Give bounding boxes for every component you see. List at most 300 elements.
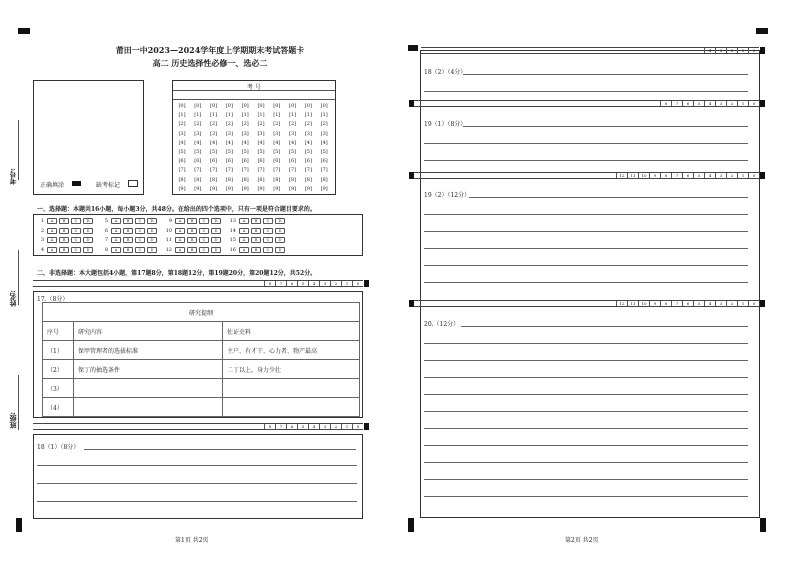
score-cell[interactable]: 4 <box>704 301 715 306</box>
digit-bubble[interactable]: [9] <box>273 185 281 192</box>
option-bubble[interactable]: D <box>211 218 221 224</box>
digit-bubble[interactable]: [0] <box>289 103 297 109</box>
digit-bubble[interactable]: [5] <box>178 148 186 155</box>
answer-line[interactable] <box>84 449 356 450</box>
digit-bubble[interactable]: [2] <box>320 121 328 128</box>
strip-end-mark <box>409 100 414 107</box>
score-cell[interactable]: 6 <box>682 301 693 306</box>
question-number: 9 <box>168 218 172 224</box>
col-header-num: 序号 <box>43 322 74 341</box>
option-bubble[interactable]: A <box>175 237 185 243</box>
score-cell[interactable]: 7 <box>671 173 682 178</box>
answer-line[interactable] <box>424 265 748 266</box>
digit-bubble[interactable]: [3] <box>225 130 233 137</box>
mc-question-row <box>36 228 95 234</box>
digit-bubble[interactable]: [6] <box>273 158 281 165</box>
digit-bubble[interactable]: [0] <box>273 103 281 109</box>
digit-bubble[interactable]: [9] <box>289 185 297 192</box>
digit-bubble[interactable]: [1] <box>225 112 233 119</box>
digit-bubble[interactable]: [6] <box>210 158 218 165</box>
q19-2-label: 19（2）（12分） <box>424 192 471 199</box>
answer-line[interactable] <box>37 483 357 484</box>
score-cell[interactable]: 6 <box>682 101 693 106</box>
digit-bubble[interactable]: [2] <box>257 121 265 128</box>
digit-bubble[interactable]: [9] <box>304 185 312 192</box>
answer-line[interactable] <box>424 411 748 412</box>
score-cell[interactable]: 11 <box>627 173 638 178</box>
score-cell[interactable]: 1 <box>341 424 352 429</box>
option-bubble[interactable]: B <box>59 237 69 243</box>
score-cell[interactable]: 4 <box>704 101 715 106</box>
score-cell[interactable]: 5 <box>297 424 308 429</box>
row-content[interactable] <box>74 398 223 417</box>
score-cell[interactable]: 5 <box>693 101 704 106</box>
digit-bubble[interactable]: [0] <box>257 103 265 109</box>
digit-bubble[interactable]: [6] <box>304 158 312 165</box>
answer-line[interactable] <box>424 231 748 232</box>
digit-bubble[interactable]: [5] <box>273 148 281 155</box>
digit-column <box>256 102 266 194</box>
digit-bubble[interactable]: [7] <box>304 167 312 174</box>
row-num: （2） <box>43 360 74 379</box>
q18-1-answer-box <box>33 434 363 519</box>
answer-line[interactable] <box>424 496 748 497</box>
digit-bubble[interactable]: [7] <box>225 167 233 174</box>
score-cell[interactable]: 3 <box>715 173 726 178</box>
option-bubble[interactable]: C <box>199 228 209 234</box>
option-bubble[interactable]: B <box>187 237 197 243</box>
score-cell[interactable]: 1 <box>737 48 748 53</box>
score-cell[interactable]: 0 <box>748 173 759 178</box>
digit-bubble[interactable]: [6] <box>194 158 202 165</box>
answer-line[interactable] <box>424 462 748 463</box>
digit-bubble[interactable]: [7] <box>178 167 186 174</box>
score-cell[interactable]: 12 <box>616 301 627 306</box>
option-bubble[interactable]: D <box>275 218 285 224</box>
page-footer-1: 第1页 共2页 <box>175 537 209 544</box>
option-bubble[interactable]: D <box>83 237 93 243</box>
answer-line[interactable] <box>424 143 748 144</box>
score-cell[interactable]: 2 <box>330 424 341 429</box>
absent-mark-box[interactable] <box>128 180 138 187</box>
option-bubble[interactable]: A <box>111 218 121 224</box>
answer-line[interactable] <box>37 465 357 466</box>
digit-bubble[interactable]: [2] <box>225 121 233 128</box>
score-cell[interactable]: 0 <box>352 281 363 286</box>
digit-bubble[interactable]: [3] <box>194 130 202 137</box>
question-number: 7 <box>104 237 108 243</box>
digit-bubble[interactable]: [4] <box>273 139 281 146</box>
answer-line[interactable] <box>424 160 748 161</box>
research-outline-table <box>42 302 360 417</box>
mc-question-row <box>36 247 95 253</box>
option-bubble[interactable]: D <box>275 247 285 253</box>
mc-question-row <box>36 237 95 243</box>
score-cell[interactable]: 8 <box>660 301 671 306</box>
score-cell[interactable]: 4 <box>704 48 715 53</box>
option-bubble[interactable]: C <box>135 218 145 224</box>
answer-line[interactable] <box>424 91 748 92</box>
option-bubble[interactable]: D <box>83 218 93 224</box>
option-bubble[interactable]: B <box>187 247 197 253</box>
answer-line[interactable] <box>424 428 748 429</box>
answer-line[interactable] <box>424 248 748 249</box>
digit-bubble[interactable]: [8] <box>289 176 297 183</box>
score-cell[interactable]: 3 <box>319 281 330 286</box>
digit-bubble[interactable]: [4] <box>257 139 265 146</box>
side-label-kaohao: 考号: <box>8 168 17 185</box>
answer-line[interactable] <box>424 445 748 446</box>
option-bubble[interactable]: A <box>111 228 121 234</box>
score-cell[interactable]: 6 <box>286 281 297 286</box>
option-bubble[interactable]: A <box>239 237 249 243</box>
exam-number-label: 考 号 <box>247 84 261 91</box>
digit-bubble[interactable]: [3] <box>257 130 265 137</box>
answer-line[interactable] <box>463 126 748 127</box>
score-cell[interactable]: 8 <box>660 173 671 178</box>
digit-bubble[interactable]: [7] <box>273 167 281 174</box>
option-bubble[interactable]: B <box>123 247 133 253</box>
registration-mark <box>408 45 418 51</box>
mc-question-row <box>164 218 223 224</box>
row-content[interactable]: 保丁的抽选条件 <box>74 360 223 379</box>
option-bubble[interactable]: C <box>71 218 81 224</box>
digit-bubble[interactable]: [4] <box>320 139 328 146</box>
score-cell[interactable]: 1 <box>737 301 748 306</box>
digit-bubble[interactable]: [3] <box>320 130 328 137</box>
option-bubble[interactable]: D <box>147 237 157 243</box>
answer-line[interactable] <box>424 214 748 215</box>
score-cell[interactable]: 1 <box>737 173 748 178</box>
score-cell[interactable]: 7 <box>671 301 682 306</box>
digit-bubble[interactable]: [3] <box>241 130 249 137</box>
mc-question-row <box>228 247 287 253</box>
digit-bubble[interactable]: [3] <box>178 130 186 137</box>
score-cell[interactable]: 2 <box>726 48 737 53</box>
mc-question-row <box>164 237 223 243</box>
option-bubble[interactable]: D <box>147 247 157 253</box>
question-number: 3 <box>40 237 44 243</box>
score-cell[interactable]: 11 <box>627 301 638 306</box>
score-cell[interactable]: 0 <box>352 424 363 429</box>
digit-bubble[interactable]: [9] <box>178 185 186 192</box>
row-evidence: 主户、有才干、心力者、物产最高 <box>223 341 360 360</box>
row-evidence: 二丁以上，身力少壮 <box>223 360 360 379</box>
score-cell[interactable]: 4 <box>308 281 319 286</box>
option-bubble[interactable]: A <box>111 237 121 243</box>
digit-bubble[interactable]: [2] <box>210 121 218 128</box>
option-bubble[interactable]: D <box>211 237 221 243</box>
score-cell[interactable]: 12 <box>616 173 627 178</box>
question-number: 11 <box>165 237 172 243</box>
digit-bubble[interactable]: [0] <box>304 103 312 109</box>
digit-bubble[interactable]: [5] <box>289 148 297 155</box>
row-num: （3） <box>43 379 74 398</box>
option-bubble[interactable]: B <box>251 237 261 243</box>
digit-bubble[interactable]: [4] <box>241 139 249 146</box>
option-bubble[interactable]: A <box>47 228 57 234</box>
mc-question-row <box>228 237 287 243</box>
score-cell[interactable]: 1 <box>341 281 352 286</box>
score-cell[interactable]: 5 <box>297 281 308 286</box>
option-bubble[interactable]: B <box>251 247 261 253</box>
option-bubble[interactable]: A <box>175 228 185 234</box>
option-bubble[interactable]: A <box>47 247 57 253</box>
digit-bubble[interactable]: [2] <box>304 121 312 128</box>
digit-bubble[interactable]: [0] <box>194 103 202 109</box>
answer-line[interactable] <box>424 479 748 480</box>
digit-bubble[interactable]: [5] <box>225 148 233 155</box>
row-num: （4） <box>43 398 74 417</box>
score-cell[interactable]: 9 <box>649 173 660 178</box>
digit-bubble[interactable]: [9] <box>241 185 249 192</box>
digit-bubble[interactable]: [1] <box>289 112 297 119</box>
digit-bubble[interactable]: [6] <box>320 158 328 165</box>
option-bubble[interactable]: C <box>263 237 273 243</box>
table-row <box>43 341 360 360</box>
score-cell[interactable]: 0 <box>748 101 759 106</box>
digit-bubble[interactable]: [7] <box>320 167 328 174</box>
digit-bubble[interactable]: [4] <box>178 139 186 146</box>
registration-mark <box>18 28 30 34</box>
digit-bubble[interactable]: [5] <box>210 148 218 155</box>
digit-bubble[interactable]: [5] <box>194 148 202 155</box>
digit-bubble[interactable]: [8] <box>241 176 249 183</box>
digit-bubble[interactable]: [5] <box>241 148 249 155</box>
q19-1-label: 19（1）（8分） <box>424 121 467 128</box>
score-cell[interactable]: 8 <box>264 281 275 286</box>
digit-bubble[interactable]: [6] <box>178 158 186 165</box>
option-bubble[interactable]: B <box>59 218 69 224</box>
digit-bubble[interactable]: [5] <box>257 148 265 155</box>
score-cell[interactable]: 8 <box>660 101 671 106</box>
digit-column <box>303 102 313 194</box>
digit-bubble[interactable]: [1] <box>241 112 249 119</box>
digit-bubble[interactable]: [3] <box>210 130 218 137</box>
digit-bubble[interactable]: [8] <box>194 176 202 183</box>
option-bubble[interactable]: B <box>187 228 197 234</box>
digit-bubble[interactable]: [8] <box>257 176 265 183</box>
option-bubble[interactable]: D <box>147 218 157 224</box>
option-bubble[interactable]: C <box>199 237 209 243</box>
score-cell[interactable]: 2 <box>330 281 341 286</box>
option-bubble[interactable]: B <box>251 218 261 224</box>
option-bubble[interactable]: C <box>263 218 273 224</box>
answer-line[interactable] <box>424 282 748 283</box>
option-bubble[interactable]: C <box>135 247 145 253</box>
digit-bubble[interactable]: [2] <box>273 121 281 128</box>
digit-bubble[interactable]: [9] <box>194 185 202 192</box>
digit-bubble[interactable]: [2] <box>194 121 202 128</box>
option-bubble[interactable]: C <box>263 247 273 253</box>
digit-column <box>209 102 219 194</box>
option-bubble[interactable]: C <box>199 247 209 253</box>
score-cell[interactable]: 7 <box>275 424 286 429</box>
digit-bubble[interactable]: [4] <box>194 139 202 146</box>
digit-bubble[interactable]: [4] <box>304 139 312 146</box>
row-evidence[interactable] <box>223 379 360 398</box>
correct-fill-sample <box>72 181 81 186</box>
score-cell[interactable]: 9 <box>649 301 660 306</box>
digit-bubble[interactable]: [2] <box>289 121 297 128</box>
score-cell[interactable]: 10 <box>638 173 649 178</box>
digit-bubble[interactable]: [9] <box>225 185 233 192</box>
digit-column <box>288 102 298 194</box>
digit-bubble[interactable]: [9] <box>257 185 265 192</box>
digit-bubble[interactable]: [5] <box>304 148 312 155</box>
digit-bubble[interactable]: [1] <box>194 112 202 119</box>
option-bubble[interactable]: D <box>275 237 285 243</box>
digit-bubble[interactable]: [1] <box>320 112 328 119</box>
option-bubble[interactable]: B <box>187 218 197 224</box>
score-cell[interactable]: 3 <box>319 424 330 429</box>
digit-bubble[interactable]: [6] <box>257 158 265 165</box>
score-cell[interactable]: 0 <box>748 48 759 53</box>
option-bubble[interactable]: D <box>275 228 285 234</box>
digit-column <box>319 102 329 194</box>
option-bubble[interactable]: A <box>239 228 249 234</box>
digit-bubble[interactable]: [1] <box>257 112 265 119</box>
digit-bubble[interactable]: [8] <box>210 176 218 183</box>
question-number: 1 <box>40 218 44 224</box>
option-bubble[interactable]: D <box>147 228 157 234</box>
score-cell[interactable]: 6 <box>286 424 297 429</box>
score-cell[interactable]: 6 <box>682 173 693 178</box>
score-cell[interactable]: 7 <box>275 281 286 286</box>
score-cell[interactable]: 2 <box>726 173 737 178</box>
registration-mark <box>16 518 22 532</box>
option-bubble[interactable]: C <box>71 247 81 253</box>
option-bubble[interactable]: A <box>175 247 185 253</box>
digit-bubble[interactable]: [4] <box>289 139 297 146</box>
row-content[interactable] <box>74 379 223 398</box>
section1-heading: 一、选择题：本题共16小题，每小题3分，共48分。在给出的四个选项中，只有一项是符合题目要求的。 <box>37 206 316 213</box>
score-cell[interactable]: 3 <box>715 48 726 53</box>
option-bubble[interactable]: D <box>83 247 93 253</box>
score-cell[interactable]: 3 <box>715 301 726 306</box>
digit-bubble[interactable]: [6] <box>289 158 297 165</box>
option-bubble[interactable]: C <box>199 218 209 224</box>
digit-bubble[interactable]: [1] <box>178 112 186 119</box>
option-bubble[interactable]: A <box>175 218 185 224</box>
option-bubble[interactable]: B <box>59 228 69 234</box>
option-bubble[interactable]: D <box>83 228 93 234</box>
option-bubble[interactable]: B <box>59 247 69 253</box>
option-bubble[interactable]: C <box>135 237 145 243</box>
digit-bubble[interactable]: [4] <box>225 139 233 146</box>
mc-question-row <box>228 228 287 234</box>
digit-bubble[interactable]: [8] <box>178 176 186 183</box>
answer-line[interactable] <box>463 74 748 75</box>
option-bubble[interactable]: D <box>211 228 221 234</box>
digit-bubble[interactable]: [2] <box>241 121 249 128</box>
question-number: 12 <box>165 246 172 253</box>
option-bubble[interactable]: B <box>123 237 133 243</box>
digit-bubble[interactable]: [9] <box>210 185 218 192</box>
score-cell[interactable]: 4 <box>308 424 319 429</box>
score-cell[interactable]: 5 <box>693 301 704 306</box>
answer-line[interactable] <box>424 360 748 361</box>
digit-bubble[interactable]: [8] <box>304 176 312 183</box>
score-cell[interactable]: 1 <box>737 101 748 106</box>
score-cell[interactable]: 10 <box>638 301 649 306</box>
digit-bubble[interactable]: [7] <box>241 167 249 174</box>
q17-label: 17.（8分） <box>37 296 69 303</box>
digit-bubble[interactable]: [9] <box>320 185 328 192</box>
digit-bubble[interactable]: [5] <box>320 148 328 155</box>
option-bubble[interactable]: C <box>71 237 81 243</box>
q18-2-label: 18（2）（4分） <box>424 69 467 76</box>
option-bubble[interactable]: C <box>263 228 273 234</box>
page-footer-2: 第2页 共2页 <box>565 537 599 544</box>
digit-bubble[interactable]: [8] <box>320 176 328 183</box>
digit-bubble[interactable]: [0] <box>225 103 233 109</box>
option-bubble[interactable]: B <box>123 228 133 234</box>
answer-line[interactable] <box>37 501 357 502</box>
digit-bubble[interactable]: [8] <box>273 176 281 183</box>
answer-line[interactable] <box>424 343 748 344</box>
registration-mark <box>760 518 766 532</box>
score-cell[interactable]: 0 <box>748 301 759 306</box>
row-content[interactable]: 保甲管理者的选拔标准 <box>74 341 223 360</box>
option-bubble[interactable]: A <box>111 247 121 253</box>
absent-mark-label: 缺考标记 <box>96 182 121 189</box>
digit-bubble[interactable]: [3] <box>289 130 297 137</box>
row-evidence[interactable] <box>223 398 360 417</box>
digit-bubble[interactable]: [0] <box>320 103 328 109</box>
digit-bubble[interactable]: [1] <box>304 112 312 119</box>
digit-bubble[interactable]: [6] <box>241 158 249 165</box>
option-bubble[interactable]: A <box>239 218 249 224</box>
answer-line[interactable] <box>424 377 748 378</box>
strip-end-mark <box>409 300 414 307</box>
digit-bubble[interactable]: [0] <box>210 103 218 109</box>
score-cell[interactable]: 4 <box>704 173 715 178</box>
option-bubble[interactable]: A <box>47 218 57 224</box>
digit-bubble[interactable]: [7] <box>257 167 265 174</box>
digit-bubble[interactable]: [3] <box>273 130 281 137</box>
answer-line[interactable] <box>424 394 748 395</box>
digit-bubble[interactable]: [2] <box>178 121 186 128</box>
digit-bubble[interactable]: [1] <box>273 112 281 119</box>
digit-bubble[interactable]: [8] <box>225 176 233 183</box>
option-bubble[interactable]: B <box>251 228 261 234</box>
digit-bubble[interactable]: [6] <box>225 158 233 165</box>
score-cell[interactable]: 7 <box>671 101 682 106</box>
option-bubble[interactable]: C <box>135 228 145 234</box>
option-bubble[interactable]: A <box>47 237 57 243</box>
digit-bubble[interactable]: [7] <box>210 167 218 174</box>
score-cell[interactable]: 8 <box>264 424 275 429</box>
score-cell[interactable]: 2 <box>726 301 737 306</box>
digit-bubble[interactable]: [3] <box>304 130 312 137</box>
score-cell[interactable]: 2 <box>726 101 737 106</box>
score-cell[interactable]: 3 <box>715 101 726 106</box>
answer-line[interactable] <box>469 197 748 198</box>
digit-bubble[interactable]: [0] <box>241 103 249 109</box>
digit-bubble[interactable]: [4] <box>210 139 218 146</box>
option-bubble[interactable]: A <box>239 247 249 253</box>
score-cell[interactable]: 5 <box>693 173 704 178</box>
answer-line[interactable] <box>461 326 748 327</box>
digit-bubble[interactable]: [1] <box>210 112 218 119</box>
option-bubble[interactable]: C <box>71 228 81 234</box>
option-bubble[interactable]: B <box>123 218 133 224</box>
digit-bubble[interactable]: [7] <box>194 167 202 174</box>
option-bubble[interactable]: D <box>211 247 221 253</box>
digit-bubble[interactable]: [7] <box>289 167 297 174</box>
digit-bubble[interactable]: [0] <box>178 103 186 109</box>
